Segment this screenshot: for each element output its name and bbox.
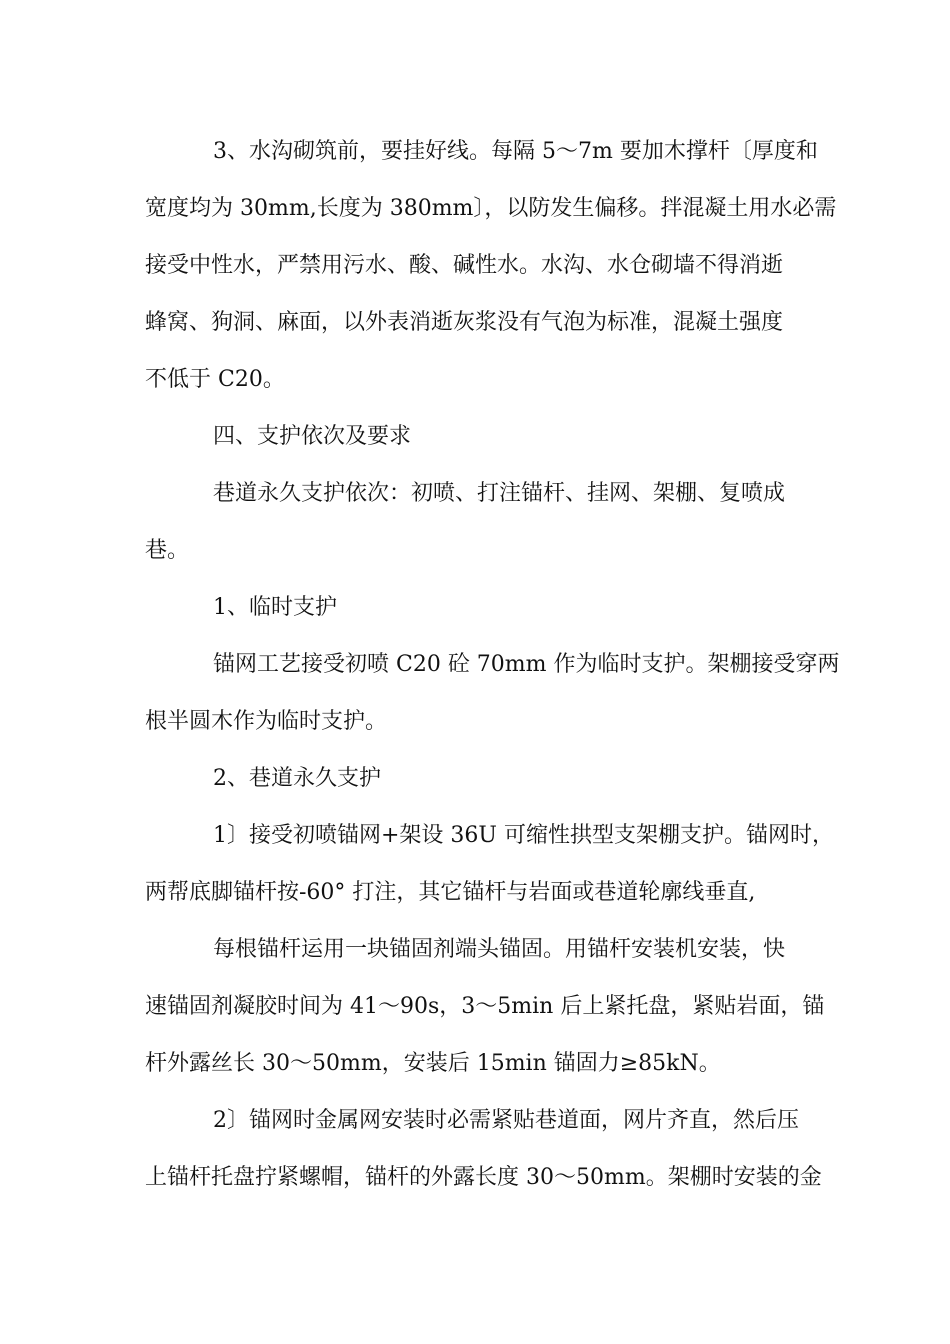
paragraph-line: 巷。	[145, 538, 190, 563]
paragraph-line: 上锚杆托盘拧紧螺帽，锚杆的外露长度 30～50mm。架棚时安装的金	[145, 1165, 822, 1190]
paragraph-line: 锚网工艺接受初喷 C20 砼 70mm 作为临时支护。架棚接受穿两	[213, 652, 840, 677]
paragraph-line: 巷道永久支护依次：初喷、打注锚杆、挂网、架棚、复喷成	[213, 481, 786, 506]
paragraph-line: 每根锚杆运用一块锚固剂端头锚固。用锚杆安装机安装，快	[213, 937, 786, 962]
paragraph-line: 2〕锚网时金属网安装时必需紧贴巷道面，网片齐直，然后压	[213, 1108, 799, 1133]
paragraph-line: 接受中性水，严禁用污水、酸、碱性水。水沟、水仓砌墙不得消逝	[145, 253, 784, 278]
subsection-heading: 2、巷道永久支护	[213, 766, 381, 791]
paragraph-line: 两帮底脚锚杆按-60° 打注，其它锚杆与岩面或巷道轮廓线垂直,	[145, 880, 756, 905]
subsection-heading: 1、临时支护	[213, 595, 337, 620]
section-heading: 四、支护依次及要求	[213, 424, 412, 449]
paragraph-line: 根半圆木作为临时支护。	[145, 709, 388, 734]
paragraph-line: 3、水沟砌筑前，要挂好线。每隔 5～7m 要加木撑杆〔厚度和	[213, 139, 818, 164]
paragraph-line: 蜂窝、狗洞、麻面，以外表消逝灰浆没有气泡为标准，混凝土强度	[145, 310, 784, 335]
paragraph-line: 1〕接受初喷锚网+架设 36U 可缩性拱型支架棚支护。锚网时，	[213, 823, 834, 848]
paragraph-line: 杆外露丝长 30～50mm，安装后 15min 锚固力≥85kN。	[145, 1051, 721, 1076]
paragraph-line: 宽度均为 30mm,长度为 380mm〕，以防发生偏移。拌混凝土用水必需	[145, 196, 837, 221]
paragraph-line: 速锚固剂凝胶时间为 41～90s，3～5min 后上紧托盘，紧贴岩面，锚	[145, 994, 825, 1019]
paragraph-line: 不低于 C20。	[145, 367, 285, 392]
